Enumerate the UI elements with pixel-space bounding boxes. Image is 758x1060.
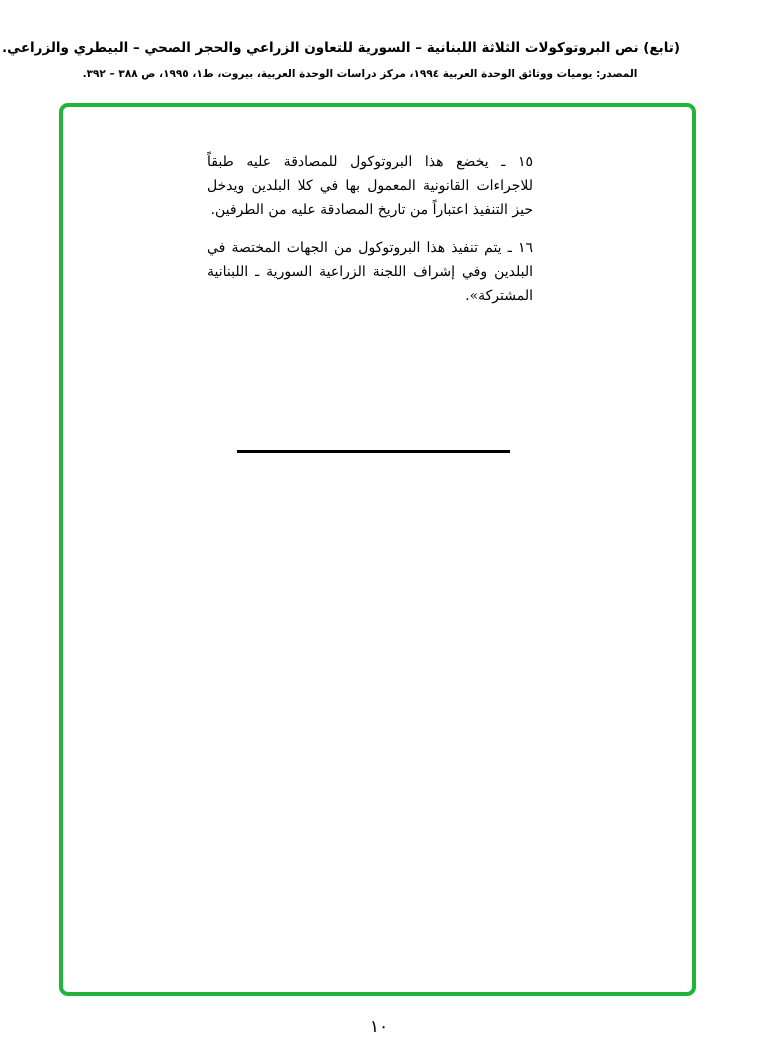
- end-separator-line: [237, 450, 510, 453]
- protocol-text-block: [207, 150, 533, 322]
- page-number: ١٠: [369, 1017, 389, 1037]
- article-15-paragraph: ١٥ ـ يخضع هذا البروتوكول للمصادقة عليه طبقاً للاجراءات القانونية المعمول بها في كلا البلدين ويدخل حيز التنفيذ اعتباراً من تاريخ المصادقة عليه من الطرفين.: [207, 154, 533, 218]
- document-title: (تابع) نص البروتوكولات الثلاثة اللبنانية – السورية للتعاون الزراعي والحجر الصحي – البيطري والزراعي.: [2, 40, 680, 56]
- source-citation: المصدر: يوميات ووثائق الوحدة العربية ١٩٩٤، مركز دراسات الوحدة العربية، بيروت، ط١، ١٩٩٥، ص ٣٨٨ – ٣٩٢.: [82, 68, 638, 80]
- article-16-paragraph: ١٦ ـ يتم تنفيذ هذا البروتوكول من الجهات المختصة في البلدين وفي إشراف اللجنة الزراعية السورية ـ اللبنانية المشتركة».: [207, 240, 533, 304]
